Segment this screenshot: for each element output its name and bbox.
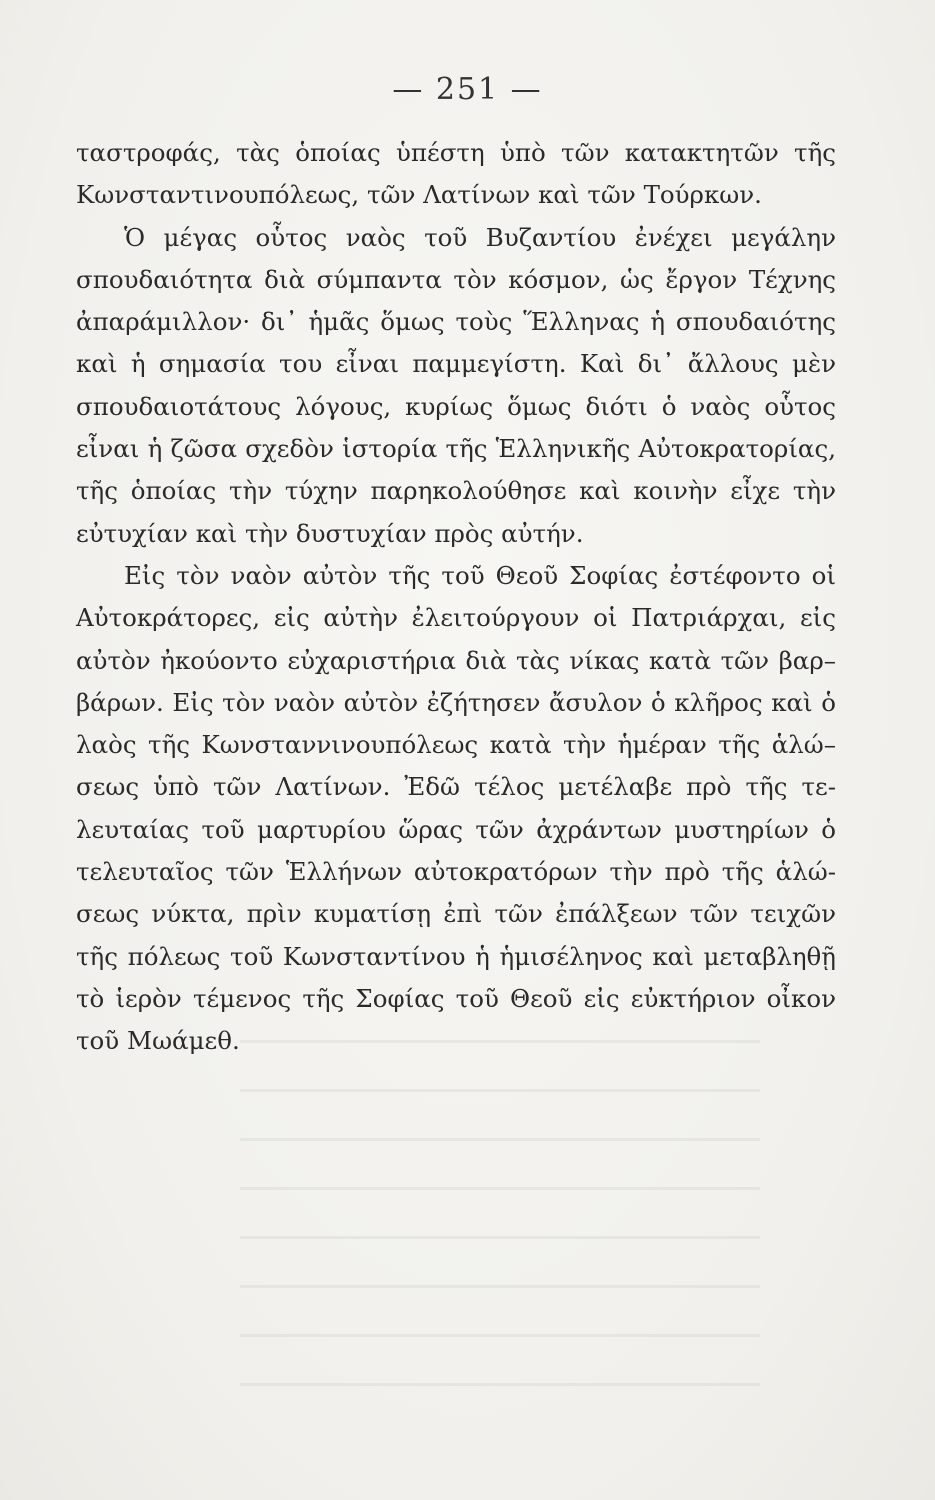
text-line: τῆς πόλεως τοῦ Κωνσταντίνου ἡ ἡμισέληνος καὶ μεταβληθῇ xyxy=(76,941,836,971)
text-line: ταστροφάς, τὰς ὁποίας ὑπέστη ὑπὸ τῶν κατακτητῶν τῆς xyxy=(76,138,836,167)
text-line: Ὁ μέγας οὗτος ναὸς τοῦ Βυζαντίου ἐνέχει μεγάλην xyxy=(124,222,836,252)
text-line: Εἰς τὸν ναὸν αὐτὸν τῆς τοῦ Θεοῦ Σοφίας ἐστέφοντο οἱ xyxy=(124,560,836,590)
text-line: σεως ὑπὸ τῶν Λατίνων. Ἐδῶ τέλος μετέλαβε πρὸ τῆς τε- xyxy=(76,772,836,802)
text-line: καὶ ἡ σημασία του εἶναι παμμεγίστη. Καὶ δι᾽ ἄλλους μὲν xyxy=(76,349,836,379)
text-line: τοῦ Μωάμεθ. xyxy=(76,1026,240,1056)
text-line: σπουδαιοτάτους λόγους, κυρίως ὅμως διότι ὁ ναὸς οὗτος xyxy=(76,391,836,421)
page-number: — 251 — xyxy=(392,72,543,107)
text-line: βάρων. Εἰς τὸν ναὸν αὐτὸν ἐζήτησεν ἄσυλον ὁ κλῆρος καὶ ὁ xyxy=(76,687,836,717)
text-line: λευταίας τοῦ μαρτυρίου ὥρας τῶν ἀχράντων μυστηρίων ὁ xyxy=(76,814,836,844)
text-line: τὸ ἱερὸν τέμενος τῆς Σοφίας τοῦ Θεοῦ εἰς εὐκτήριον οἶκον xyxy=(76,983,836,1013)
text-line: τελευταῖος τῶν Ἑλλήνων αὐτοκρατόρων τὴν πρὸ τῆς ἁλώ- xyxy=(76,857,836,887)
text-line: εἶναι ἡ ζῶσα σχεδὸν ἱστορία τῆς Ἑλληνικῆς Αὐτοκρατορίας, xyxy=(76,434,836,464)
text-line: εὐτυχίαν καὶ τὴν δυστυχίαν πρὸς αὐτήν. xyxy=(76,518,584,548)
text-line: σπουδαιότητα διὰ σύμπαντα τὸν κόσμον, ὡς ἔργον Τέχνης xyxy=(76,264,836,294)
text-line: Αὐτοκράτορες, εἰς αὐτὴν ἐλειτούργουν οἱ Πατριάρχαι, εἰς xyxy=(76,603,836,633)
body-text xyxy=(76,132,836,1063)
text-line: τῆς ὁποίας τὴν τύχην παρηκολούθησε καὶ κοινὴν εἶχε τὴν xyxy=(76,476,836,506)
text-line: ἀπαράμιλλον· δι᾽ ἡμᾶς ὅμως τοὺς Ἕλληνας ἡ σπουδαιότης xyxy=(76,307,836,337)
text-line: λαὸς τῆς Κωνσταννινουπόλεως κατὰ τὴν ἡμέραν τῆς ἁλώ– xyxy=(76,730,836,760)
text-line: αὐτὸν ἠκούοντο εὐχαριστήρια διὰ τὰς νίκας κατὰ τῶν βαρ– xyxy=(76,645,836,675)
text-line: Κωνσταντινουπόλεως, τῶν Λατίνων καὶ τῶν Τούρκων. xyxy=(76,180,762,210)
text-line: σεως νύκτα, πρὶν κυματίσῃ ἐπὶ τῶν ἐπάλξεων τῶν τειχῶν xyxy=(76,899,836,929)
